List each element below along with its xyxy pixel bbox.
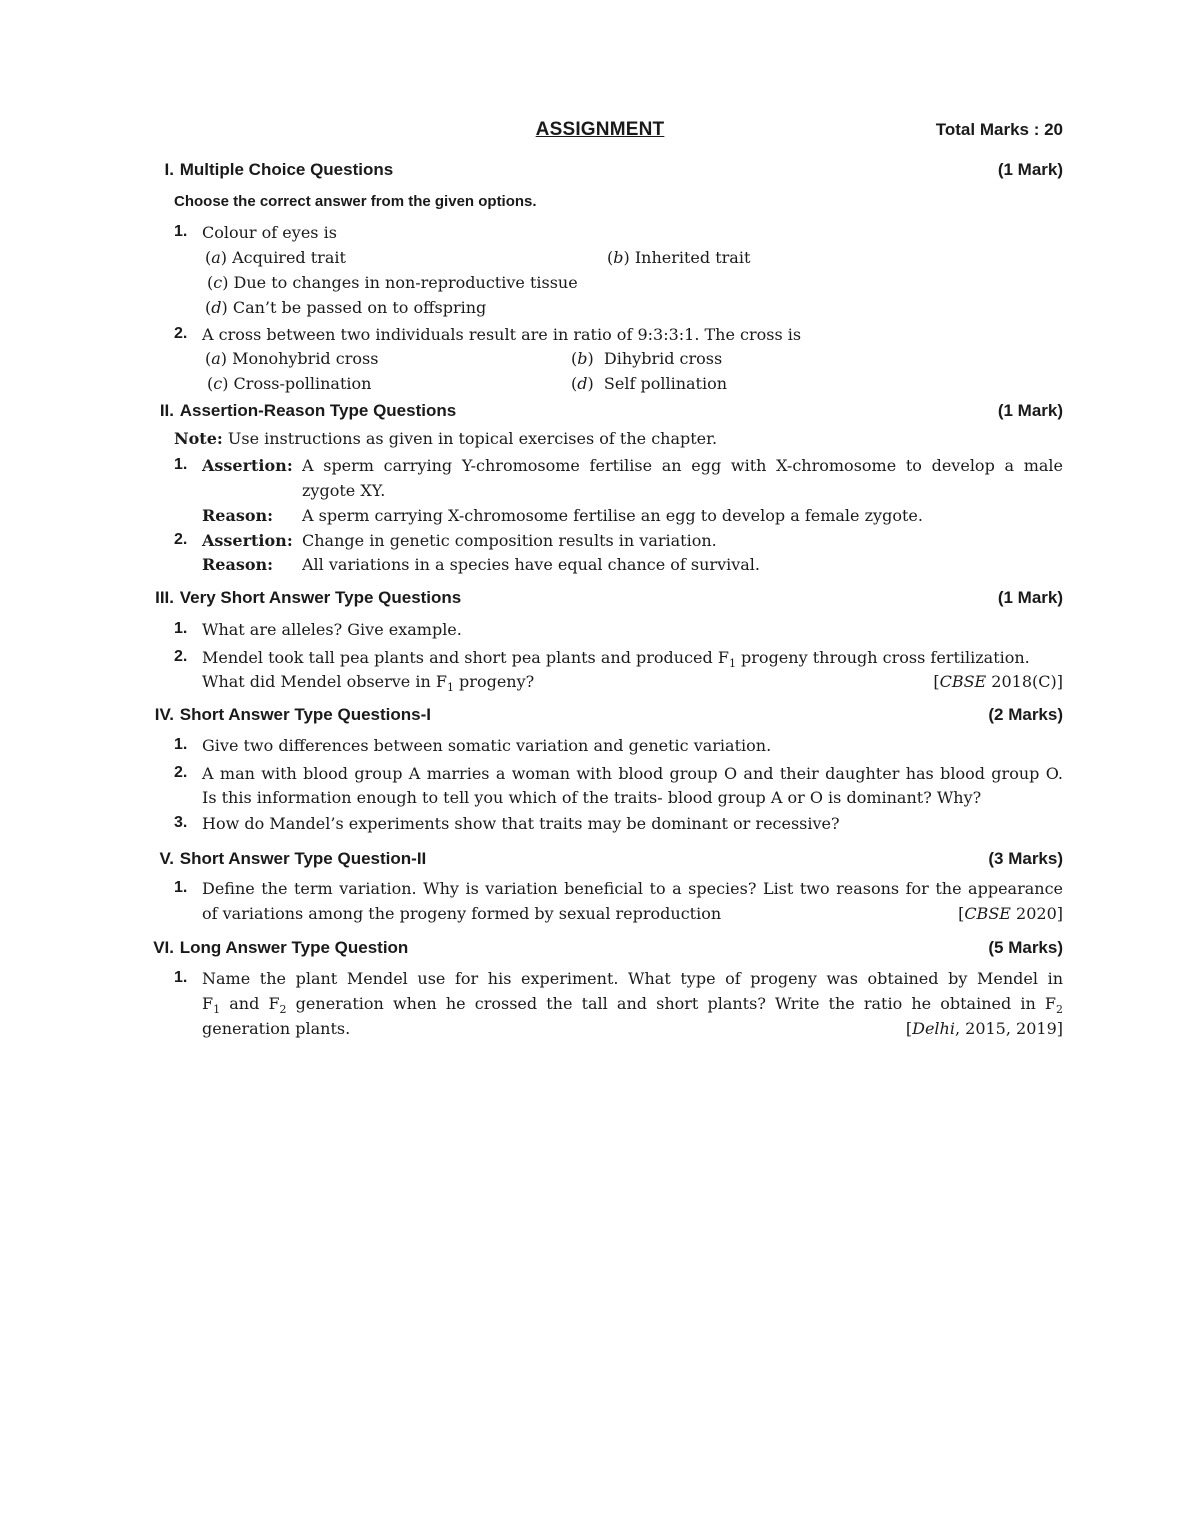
question-text: Mendel took tall pea plants and short pea plants and produced $F_1$ progeny through cross fertilization. xyxy=(202,648,1030,671)
section-number: III. xyxy=(155,588,174,607)
reason-label: Reason: xyxy=(202,555,274,574)
question-text: Colour of eyes is xyxy=(202,223,337,242)
source-reference: [CBSE 2018(C)] xyxy=(933,672,1063,691)
option-d: (d) Can’t be passed on to offspring xyxy=(205,298,487,317)
section-title: Short Answer Type Questions-I xyxy=(179,705,431,724)
assertion-label: Assertion: xyxy=(202,456,293,475)
question-text-cont: of variations among the progeny formed by sexual reproduction [CBSE 2020] xyxy=(202,904,1063,923)
reason-text: A sperm carrying X-chromosome fertilise an egg to develop a female zygote. xyxy=(302,506,923,525)
section-marks: (1 Mark) xyxy=(997,160,1063,179)
assertion-text: A sperm carrying Y-chromosome fertilise an egg with X-chromosome to develop a male xyxy=(302,456,1063,475)
option-a: (a) Acquired trait xyxy=(205,248,346,267)
option-b: (b) Dihybrid cross xyxy=(571,349,723,368)
option-c: (c) Due to changes in non-reproductive tissue xyxy=(207,273,578,292)
section-heading-short-2 xyxy=(140,849,1063,873)
total-marks: Total Marks : 20 xyxy=(935,120,1063,139)
section-number: I. xyxy=(164,160,174,179)
reason-label: Reason: xyxy=(202,506,274,525)
section-heading-very-short xyxy=(140,588,1063,612)
question-number: 2. xyxy=(174,764,188,781)
section-title: Long Answer Type Question xyxy=(179,938,409,957)
question-text: How do Mandel’s experiments show that traits may be dominant or recessive? xyxy=(202,814,840,833)
section-title: Very Short Answer Type Questions xyxy=(179,588,462,607)
section-heading-long xyxy=(140,938,1063,962)
section-note: Note: Use instructions as given in topical exercises of the chapter. xyxy=(174,429,718,448)
section-marks: (3 Marks) xyxy=(988,849,1063,868)
question-number: 1. xyxy=(174,879,188,896)
section-number: II. xyxy=(159,401,174,420)
assertion-label: Assertion: xyxy=(202,531,293,550)
question-text-cont: Is this information enough to tell you which of the traits- blood group A or O is dominant? Why? xyxy=(202,788,982,807)
question-text: Name the plant Mendel use for his experiment. What type of progeny was obtained by Mendel in xyxy=(202,969,1063,988)
option-d: (d) Self pollination xyxy=(571,374,728,393)
reason-text: All variations in a species have equal chance of survival. xyxy=(302,555,760,574)
section-heading-short-1 xyxy=(140,705,1063,729)
question-number: 1. xyxy=(174,223,188,240)
source-reference: [Delhi, 2015, 2019] xyxy=(905,1019,1063,1038)
option-b: (b) Inherited trait xyxy=(607,248,751,267)
question-number: 1. xyxy=(174,736,188,753)
section-marks: (1 Mark) xyxy=(997,401,1063,420)
source-reference: [CBSE 2020] xyxy=(958,904,1063,923)
question-text: A man with blood group A marries a woman with blood group O and their daughter has blood group O. xyxy=(202,764,1063,783)
question-number: 2. xyxy=(174,531,188,548)
option-a: (a) Monohybrid cross xyxy=(205,349,379,368)
question-text-cont: generation plants. [Delhi, 2015, 2019] xyxy=(202,1019,1063,1038)
section-title: Assertion-Reason Type Questions xyxy=(179,401,457,420)
section-number: V. xyxy=(159,849,174,868)
mcq-instruction: Choose the correct answer from the given options. xyxy=(174,193,537,210)
question-text: Define the term variation. Why is variation beneficial to a species? List two reasons for the appearance xyxy=(202,879,1063,898)
question-number: 3. xyxy=(174,814,188,831)
section-title: Multiple Choice Questions xyxy=(179,160,394,179)
section-number: VI. xyxy=(153,938,174,957)
section-marks: (1 Mark) xyxy=(997,588,1063,607)
question-text: Give two differences between somatic variation and genetic variation. xyxy=(202,736,772,755)
question-number: 1. xyxy=(174,620,188,637)
page-title: ASSIGNMENT xyxy=(535,119,665,140)
question-text-cont: What did Mendel observe in $F_1$ progeny? [CBSE 2018(C)] xyxy=(202,672,1063,695)
section-heading-mcq xyxy=(140,160,1063,184)
section-marks: (2 Marks) xyxy=(988,705,1063,724)
question-number: 2. xyxy=(174,325,188,342)
option-c: (c) Cross-pollination xyxy=(207,374,372,393)
assertion-text-cont: zygote XY. xyxy=(302,481,386,500)
section-marks: (5 Marks) xyxy=(988,938,1063,957)
question-number: 1. xyxy=(174,456,188,473)
section-heading-assertion-reason xyxy=(140,401,1063,425)
question-number: 2. xyxy=(174,648,188,665)
question-text: What are alleles? Give example. xyxy=(202,620,462,639)
question-text-cont: $F_1$ and $F_2$ generation when he crossed the tall and short plants? Write the ratio he obtained in $F_2$ xyxy=(202,994,1063,1017)
assertion-text: Change in genetic composition results in variation. xyxy=(302,531,717,550)
question-text: A cross between two individuals result are in ratio of 9:3:3:1. The cross is xyxy=(202,325,802,344)
section-title: Short Answer Type Question-II xyxy=(179,849,427,868)
question-number: 1. xyxy=(174,969,188,986)
section-number: IV. xyxy=(154,705,174,724)
